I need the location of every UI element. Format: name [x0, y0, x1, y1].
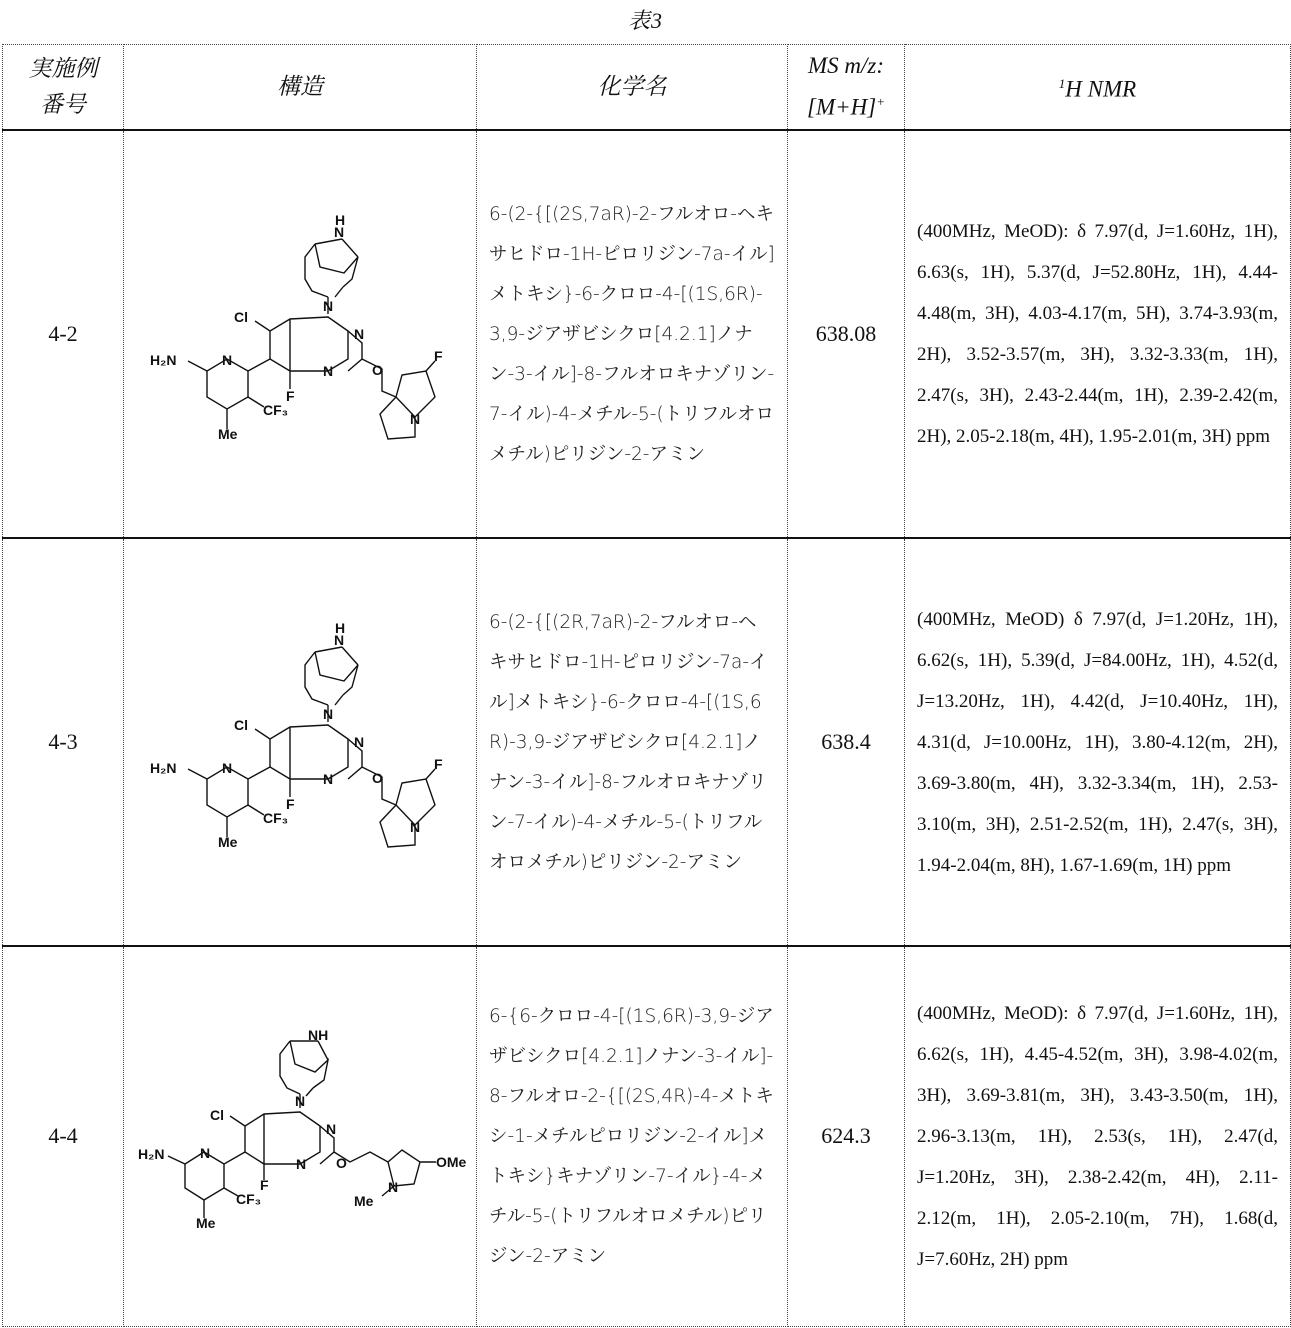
chemical-structure-drawing — [130, 956, 470, 1316]
atom-label: H₂N — [150, 352, 177, 368]
atom-label: Me — [354, 1193, 374, 1210]
header-structure: 構造 — [124, 45, 477, 131]
atom-label: N — [334, 632, 345, 648]
atom-label: N — [354, 734, 365, 750]
ms-value: 638.08 — [788, 130, 905, 538]
atom-label: CF₃ — [263, 810, 289, 826]
ms-value: 638.4 — [788, 538, 905, 946]
atom-label: Cl — [210, 1107, 224, 1124]
atom-label: N — [200, 1145, 211, 1162]
nmr-data: (400MHz, MeOD): δ 7.97(d, J=1.60Hz, 1H), 6.62(s, 1H), 4.45-4.52(m, 3H), 3.98-4.02(m, 3H), 3.69-3.81(m, 3H), 3.43-3.50(m, 1H), 2.96-3.13(m, 1H), 2.53(s, 1H), 2.47(d, J=1.20Hz, 3H), 2.38-2.42(m, 4H), 2.11-2.12(m, 1H), 2.05-2.10(m, 7H), 1.68(d, J=7.60Hz, 2H) ppm — [917, 1002, 1278, 1270]
atom-label: NH — [308, 1027, 329, 1044]
atom-label: N — [222, 352, 233, 368]
header-nmr-isotope: 1 — [1058, 76, 1066, 92]
atom-label: F — [434, 348, 443, 364]
table-header-row — [3, 45, 1291, 131]
table-row — [3, 946, 1291, 1326]
nmr-cell — [905, 946, 1291, 1326]
atom-label: Me — [218, 834, 238, 850]
atom-label: F — [286, 388, 295, 404]
header-example-no — [3, 45, 124, 131]
atom-label: N — [388, 1179, 399, 1196]
nmr-cell — [905, 130, 1291, 538]
chemical-name-cell — [477, 946, 788, 1326]
chemical-structure-drawing — [130, 139, 470, 529]
atom-label: H — [335, 620, 346, 636]
nmr-data: (400MHz, MeOD): δ 7.97(d, J=1.60Hz, 1H), 6.63(s, 1H), 5.37(d, J=52.80Hz, 1H), 4.44-4.48(m, 3H), 4.03-4.17(m, 5H), 3.74-3.93(m, 2H), 3.52-3.57(m, 3H), 3.32-3.33(m, 1H), 2.47(s, 3H), 2.43-2.44(m, 1H), 2.39-2.42(m, 2H), 2.05-2.18(m, 4H), 1.95-2.01(m, 3H) ppm — [917, 221, 1278, 447]
ms-value: 624.3 — [788, 946, 905, 1326]
nmr-data: (400MHz, MeOD) δ 7.97(d, J=1.20Hz, 1H), 6.62(s, 1H), 5.39(d, J=84.00Hz, 1H), 4.52(d, J=13.20Hz, 1H), 4.42(d, J=10.40Hz, 1H), 4.31(d, J=10.00Hz, 1H), 3.80-4.12(m, 2H), 3.69-3.80(m, 4H), 3.32-3.34(m, 1H), 2.53-3.10(m, 3H), 2.51-2.52(m, 1H), 2.47(s, 3H), 1.94-2.04(m, 8H), 1.67-1.69(m, 1H) ppm — [917, 608, 1278, 876]
structure-cell — [124, 538, 477, 946]
header-example-no-label: 実施例番号 — [28, 56, 98, 117]
structure-cell — [124, 130, 477, 538]
table-row — [3, 130, 1291, 538]
header-ms-charge: + — [876, 94, 885, 110]
example-no-cell: 4-2 — [3, 130, 124, 538]
chemical-name-cell — [477, 130, 788, 538]
atom-label: Me — [196, 1215, 216, 1232]
chemical-name-cell — [477, 538, 788, 946]
atom-label: N — [222, 760, 233, 776]
atom-label: F — [434, 756, 443, 772]
atom-label: O — [372, 770, 383, 786]
atom-label: Cl — [234, 717, 248, 733]
atom-label: O — [372, 362, 383, 378]
atom-label: N — [410, 411, 421, 427]
atom-label: Cl — [234, 309, 248, 325]
atom-label: F — [286, 796, 295, 812]
table-caption: 表3 — [627, 8, 663, 33]
chemical-name: 6-(2-{[(2S,7aR)-2-フルオロ-ヘキサヒドロ-1H-ピロリジン-7a-イル]メトキシ}-6-クロロ-4-[(1S,6R)-3,9-ジアザビシクロ[4.2.1]ノナン-3-イル]-8-フルオロキナゾリン-7-イル)-4-メチル-5-(トリフルオロメチル)ピリジン-2-アミン — [489, 204, 775, 465]
atom-label: N — [410, 819, 421, 835]
header-ms-line2 — [788, 84, 904, 126]
atom-label: H₂N — [138, 1146, 165, 1163]
atom-label: OMe — [436, 1154, 467, 1171]
atom-label: O — [336, 1155, 347, 1172]
atom-label: N — [334, 224, 345, 240]
atom-label: H₂N — [150, 760, 177, 776]
example-no-cell: 4-4 — [3, 946, 124, 1326]
atom-label: N — [323, 771, 334, 787]
header-ms-line1: MS m/z: — [807, 53, 885, 79]
chemical-structure-drawing — [130, 547, 470, 937]
atom-label: H — [335, 212, 346, 228]
chemical-name: 6-{6-クロロ-4-[(1S,6R)-3,9-ジアザビシクロ[4.2.1]ノナン-3-イル]-8-フルオロ-2-{[(2S,4R)-4-メトキシ-1-メチルピロリジン-2-イル]メトキシ}キナゾリン-7-イル}-4-メチル-5-(トリフルオロメチル)ピリジン-2-アミン — [489, 1006, 774, 1268]
compound-table — [2, 44, 1291, 1327]
atom-label: F — [260, 1177, 269, 1194]
example-no-cell: 4-3 — [3, 538, 124, 946]
atom-label: N — [296, 1156, 307, 1173]
atom-label: N — [354, 326, 365, 342]
atom-label: Me — [218, 426, 238, 442]
table-row — [3, 538, 1291, 946]
nmr-cell — [905, 538, 1291, 946]
atom-label: CF₃ — [236, 1191, 262, 1208]
atom-label: N — [295, 1093, 306, 1110]
atom-label: CF₃ — [263, 402, 289, 418]
header-ms — [788, 45, 905, 131]
header-nmr-label: H NMR — [1065, 76, 1137, 102]
header-nmr — [905, 45, 1291, 131]
header-ms-ion: [M+H] — [807, 94, 877, 120]
atom-label: N — [323, 706, 334, 722]
chemical-name: 6-(2-{[(2R,7aR)-2-フルオロ-ヘキサヒドロ-1H-ピロリジン-7a-イル]メトキシ}-6-クロロ-4-[(1S,6R)-3,9-ジアザビシクロ[4.2.1]ノナン-3-イル]-8-フルオロキナゾリン-7-イル)-4-メチル-5-(トリフルオロメチル)ピリジン-2-アミン — [489, 612, 768, 873]
atom-label: N — [323, 363, 334, 379]
header-chemical-name: 化学名 — [477, 45, 788, 131]
atom-label: N — [323, 298, 334, 314]
atom-label: N — [326, 1121, 337, 1138]
structure-cell — [124, 946, 477, 1326]
